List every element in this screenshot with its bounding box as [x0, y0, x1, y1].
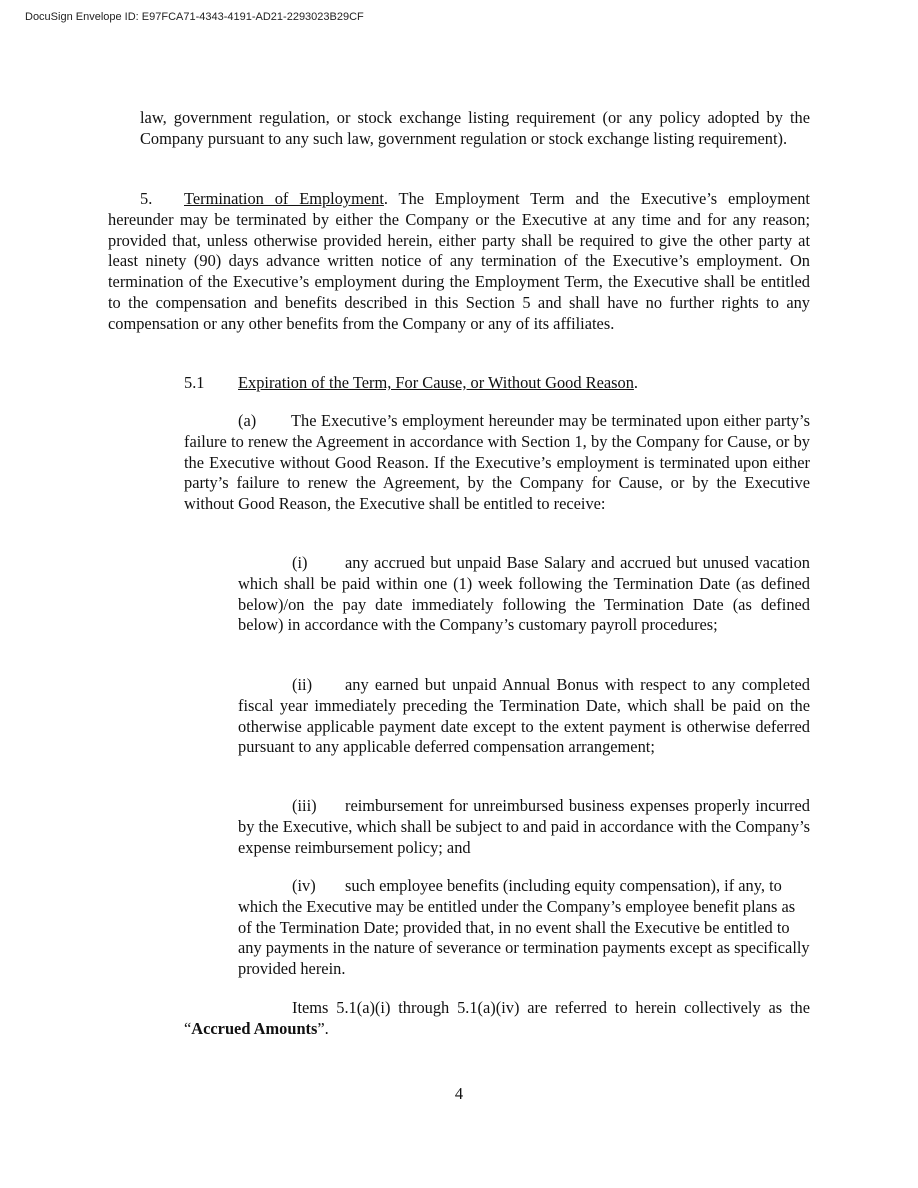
clause-a-label: (a): [238, 411, 257, 430]
section-5-number: 5.: [140, 189, 153, 208]
section-5-1-title: Expiration of the Term, For Cause, or Without Good Reason: [238, 373, 634, 392]
section-5-1-period: .: [633, 373, 639, 392]
page-number: 4: [454, 1084, 464, 1103]
item-i-text: any accrued but unpaid Base Salary and accrued but unused vacation which shall be paid within one (1) week following the Termination Date (as defined below)/on the pay date immediately following the Termination Date (as defined below) in accordance with the Company’s customary payroll procedures;: [238, 553, 810, 635]
continuation-paragraph: [140, 108, 810, 150]
item-ii-label: (ii): [292, 675, 313, 694]
section-5-body: . The Employment Term and the Executive’s employment hereunder may be terminated by either the Company or the Executive at any time and for any reason; provided that, unless otherwise provided herein, either party shall be required to give the other party at least ninety (90) days advance written notice of any termination of the Executive’s employment. On termination of the Executive’s employment during the Employment Term, the Executive shall be entitled to the compensation and benefits described in this Section 5 and shall have no further rights to any compensation or any other benefits from the Company or any of its affiliates.: [108, 189, 810, 333]
item-iv-text: such employee benefits (including equity compensation), if any, to which the Executive may be entitled under the Company’s employee benefit plans as of the Termination Date; provided that, in no event shall the Executive be entitled to any payments in the nature of severance or termination payments except as specifically provided herein.: [238, 876, 810, 979]
section-5-1-heading: [184, 373, 638, 394]
accrued-amounts-term: Accrued Amounts: [191, 1018, 318, 1038]
item-i-paragraph: [238, 553, 810, 636]
item-ii-paragraph: [238, 675, 810, 758]
section-5-1-number: 5.1: [184, 373, 205, 392]
item-iii-paragraph: [238, 796, 810, 858]
section-5-title: Termination of Employment: [184, 189, 384, 208]
item-iii-label: (iii): [292, 796, 317, 815]
section-5-paragraph: [108, 189, 810, 335]
item-iii-text: reimbursement for unreimbursed business expenses properly incurred by the Executive, which shall be subject to and paid in accordance with the Company’s expense reimbursement policy; and: [238, 796, 810, 857]
clause-a-text: The Executive’s employment hereunder may be terminated upon either party’s failure to renew the Agreement in accordance with Section 1, by the Company for Cause, or by the Executive without Good Reason. If the Executive’s employment is terminated upon either party’s failure to renew the Agreement, by the Company for Cause, or by the Executive without Good Reason, the Executive shall be entitled to receive:: [184, 411, 810, 514]
continuation-text: law, government regulation, or stock exchange listing requirement (or any policy adopted by the Company pursuant to any such law, government regulation or stock exchange listing requirement).: [140, 108, 810, 148]
docusign-envelope-id: DocuSign Envelope ID: E97FCA71-4343-4191-AD21-2293023B29CF: [25, 11, 364, 23]
accrued-text-after: ”.: [317, 1018, 329, 1038]
accrued-text-before: Items 5.1(a)(i) through 5.1(a)(iv) are referred to herein collectively as the “: [184, 998, 810, 1038]
item-i-label: (i): [292, 553, 308, 572]
item-iv-paragraph: [238, 876, 810, 980]
item-iv-label: (iv): [292, 876, 316, 895]
clause-a-paragraph: [184, 411, 810, 515]
accrued-amounts-paragraph: [184, 998, 810, 1040]
item-ii-text: any earned but unpaid Annual Bonus with respect to any completed fiscal year immediately preceding the Termination Date, which shall be paid on the otherwise applicable payment date except to the extent payment is otherwise deferred pursuant to any applicable deferred compensation arrangement;: [238, 675, 810, 757]
